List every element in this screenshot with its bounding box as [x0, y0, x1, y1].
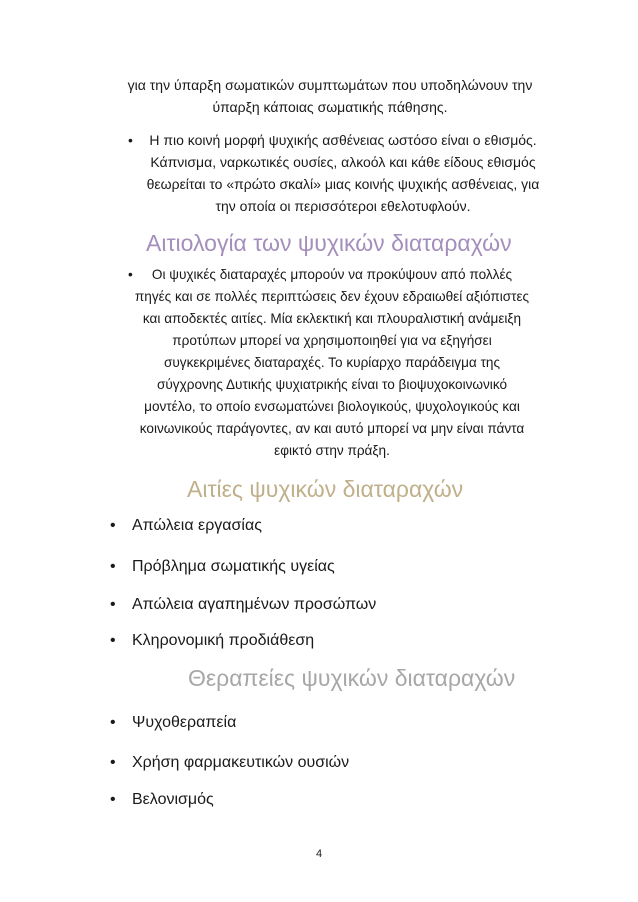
- bullet-icon: •: [128, 132, 133, 148]
- bullet-icon: •: [110, 632, 116, 649]
- text-line: συγκεκριμένες διαταραχές. Το κυρίαρχο παράδειγμα της: [163, 355, 501, 370]
- list-item-label: Απώλεια αγαπημένων προσώπων: [132, 596, 377, 613]
- heading-etiology: Αιτιολογία των ψυχικών διαταραχών: [146, 230, 512, 256]
- bullet-icon: •: [110, 754, 116, 771]
- list-item-label: Χρήση φαρμακευτικών ουσιών: [132, 754, 350, 771]
- bullet-paragraph-etiology: [118, 264, 546, 462]
- bullet-icon: •: [110, 517, 116, 534]
- list-item-cause: [110, 556, 335, 578]
- list-item-treatment: [110, 752, 349, 774]
- list-item-label: Κληρονομική προδιάθεση: [132, 632, 315, 649]
- list-item-label: Βελονισμός: [132, 791, 214, 808]
- bullet-icon: •: [110, 791, 116, 808]
- bullet-icon: •: [110, 558, 116, 575]
- bullet-paragraph-addiction: [128, 129, 552, 217]
- text-line: Κάπνισμα, ναρκωτικές ουσίες, αλκοόλ και κάθε είδους εθισμός: [150, 154, 536, 170]
- text-line: σύγχρονης Δυτικής ψυχιατρικής είναι το βιοψυχοκοινωνικό: [156, 377, 508, 392]
- text-line: και αποδεκτές αιτίες. Μία εκλεκτική και πλουραλιστική ανάμειξη: [142, 311, 522, 326]
- list-item-cause: [110, 515, 262, 537]
- bullet-icon: •: [110, 596, 116, 613]
- text-line: μοντέλο, το οποίο ενσωματώνει βιολογικούς, ψυχολογικούς και: [144, 399, 520, 414]
- list-item-cause: [110, 594, 376, 616]
- heading-treatments: Θεραπείες ψυχικών διαταραχών: [188, 665, 516, 691]
- page-number: 4: [315, 848, 323, 860]
- list-item-label: Πρόβλημα σωματικής υγείας: [132, 558, 335, 575]
- text-line: θεωρείται το «πρώτο σκαλί» μιας κοινής ψυχικής ασθένειας, για: [146, 176, 540, 192]
- text-line: ύπαρξη κάποιας σωματικής πάθησης.: [212, 99, 448, 115]
- list-item-treatment: [110, 789, 214, 811]
- text-line: Οι ψυχικές διαταραχές μπορούν να προκύψουν από πολλές: [151, 267, 513, 282]
- list-item-label: Ψυχοθεραπεία: [132, 714, 237, 731]
- text-line: την οποία οι περισσότεροι εθελοτυφλούν.: [215, 198, 471, 214]
- heading-causes: Αιτίες ψυχικών διαταραχών: [187, 476, 464, 502]
- text-line: εφικτό στην πράξη.: [274, 443, 390, 458]
- text-line: Η πιο κοινή μορφή ψυχικής ασθένειας ωστόσο είναι ο εθισμός.: [149, 132, 537, 148]
- bullet-icon: •: [128, 267, 133, 282]
- text-line: για την ύπαρξη σωματικών συμπτωμάτων που υποδηλώνουν την: [127, 77, 533, 93]
- text-line: πηγές και σε πολλές περιπτώσεις δεν έχουν εδραιωθεί αξιόπιστες: [134, 289, 530, 304]
- list-item-cause: [110, 630, 314, 652]
- paragraph-continuation: [118, 74, 542, 118]
- bullet-icon: •: [110, 714, 116, 731]
- list-item-label: Απώλεια εργασίας: [132, 517, 262, 534]
- text-line: κοινωνικούς παράγοντες, αν και αυτό μπορεί να μην είναι πάντα: [139, 421, 525, 436]
- list-item-treatment: [110, 712, 236, 734]
- text-line: προτύπων μπορεί να χρησιμοποιηθεί για να εξηγήσει: [172, 333, 492, 348]
